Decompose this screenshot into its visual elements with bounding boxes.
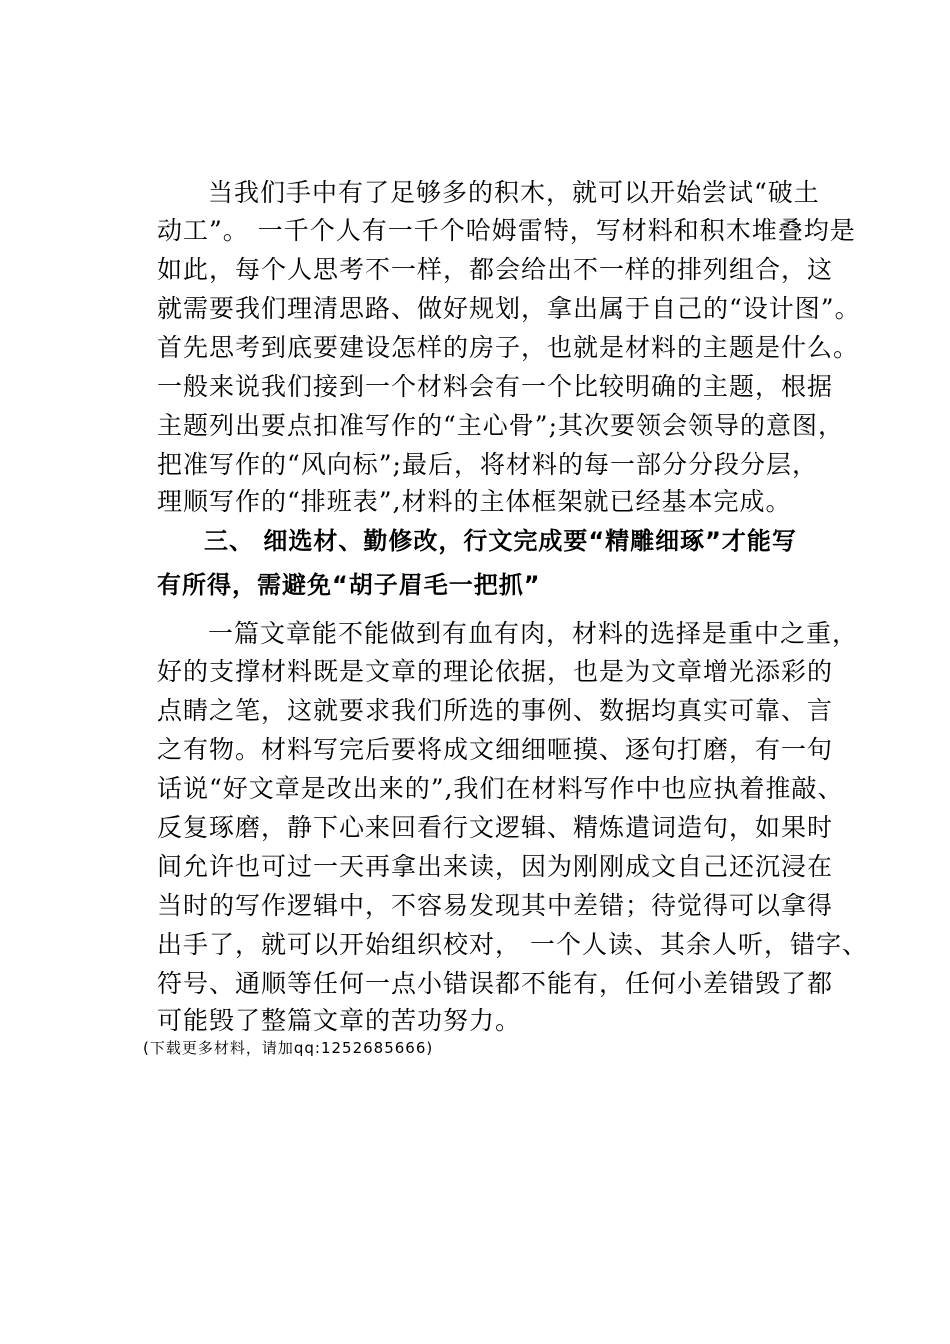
section-heading-3-line-2: 有所得，需避免“胡子眉毛一把抓” (157, 571, 541, 599)
paragraph2-line-10: 符号、通顺等任何一点小错误都不能有，任何小差错毁了都 (157, 969, 834, 998)
paragraph2-line-11: 可能毁了整篇文章的苦功努力。 (157, 1006, 522, 1035)
section-heading-3-line-1: 三、 细选材、勤修改，行文完成要“精雕细琢”才能写 (204, 527, 797, 555)
paragraph2-line-2: 好的支撑材料既是文章的理论依据，也是为文章增光添彩的 (157, 657, 834, 686)
paragraph1-line-1: 当我们手中有了足够多的积木，就可以开始尝试“破土 (208, 178, 820, 207)
paragraph1-line-9: 理顺写作的“排班表”,材料的主体框架就已经基本完成。 (157, 487, 792, 516)
paragraph1-line-4: 就需要我们理清思路、做好规划，拿出属于自己的“设计图”。 (157, 294, 861, 323)
paragraph1-line-6: 一般来说我们接到一个材料会有一个比较明确的主题，根据 (157, 372, 834, 401)
paragraph2-line-4: 之有物。材料写完后要将成文细细咂摸、逐句打磨，有一句 (157, 735, 834, 764)
paragraph1-line-3: 如此，每个人思考不一样，都会给出不一样的排列组合，这 (157, 255, 834, 284)
paragraph2-line-1: 一篇文章能不能做到有血有肉，材料的选择是重中之重， (208, 619, 859, 648)
download-contact-note: (下载更多材料，请加qq:1252685666) (143, 1039, 434, 1057)
paragraph1-line-7: 主题列出要点扣准写作的“主心骨”;其次要领会领导的意图， (157, 411, 844, 440)
paragraph1-line-5: 首先思考到底要建设怎样的房子，也就是材料的主题是什么。 (157, 333, 860, 362)
paragraph2-line-5: 话说“好文章是改出来的”,我们在材料写作中也应执着推敲、 (157, 774, 844, 803)
paragraph2-line-6: 反复琢磨，静下心来回看行文逻辑、精炼遣词造句，如果时 (157, 813, 834, 842)
paragraph2-line-8: 当时的写作逻辑中，不容易发现其中差错；待觉得可以拿得 (157, 891, 834, 920)
paragraph2-line-9: 出手了，就可以开始组织校对， 一个人读、其余人听，错字、 (157, 930, 868, 959)
paragraph2-line-7: 间允许也可过一天再拿出来读，因为刚刚成文自己还沉浸在 (157, 852, 834, 881)
paragraph1-line-8: 把准写作的“风向标”;最后，将材料的每一部分分段分层， (157, 450, 818, 479)
paragraph1-line-2: 动工”。 一千个人有一千个哈姆雷特，写材料和积木堆叠均是 (157, 216, 856, 245)
paragraph2-line-3: 点睛之笔，这就要求我们所选的事例、数据均真实可靠、言 (157, 696, 834, 725)
